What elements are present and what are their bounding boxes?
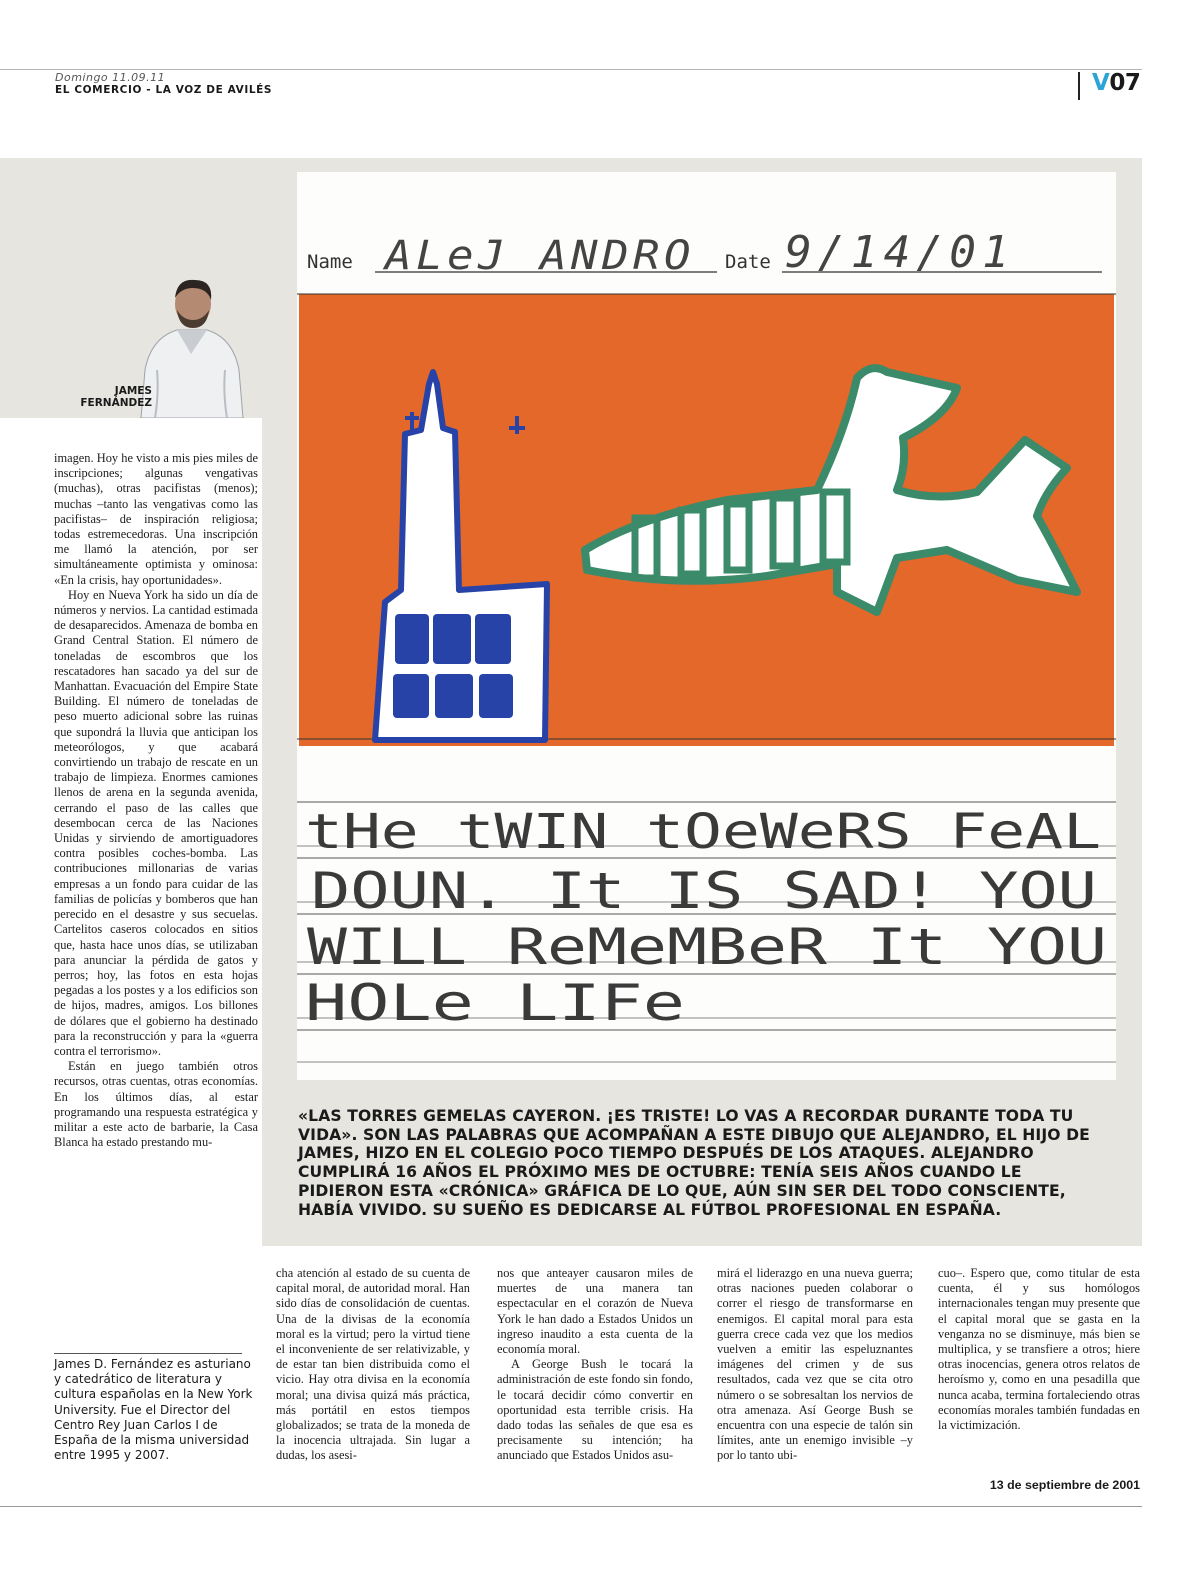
header-rule [0, 69, 1142, 70]
page-number-digits: 07 [1109, 70, 1141, 96]
author-bio: James D. Fernández es asturiano y catedrático de literatura y cultura españolas en la New York University. Fue el Director del Centro Rey Juan Carlos I de España de la misma universidad entre 1995 y 2007. [54, 1357, 253, 1463]
author-name-line2: FERNÁNDEZ [80, 397, 152, 409]
handwriting-line-2: DOUN. It IS SAD! YOU [311, 862, 1097, 920]
article-column-2 [276, 1266, 470, 1464]
article-column-4 [717, 1266, 913, 1464]
author-name [52, 385, 152, 409]
paragraph: nos que anteayer causaron miles de muertes de una manera tan espectacular en el corazón de Nueva York le han dado a Estados Unidos un ingreso inaudito a esta cuenta de la economía moral. [497, 1266, 693, 1357]
paragraph: cha atención al estado de su cuenta de capital moral, de autoridad moral. Han sido días de consolidación de cuentas. Una de la divisas de la economía moral es la virtud; pero la virtud tiene el inconveniente de ser relativizable, y de estar tan bien distribuida como el vicio. Hay otra divisa en la economía moral; una divisa quizá más práctica, más portátil en estos tiempos globalizados; se trata de la moneda de la inocencia ultrajada. Sin lugar a dudas, los asesi- [276, 1266, 470, 1463]
date-handwriting: 9/14/01 [785, 227, 1015, 278]
paragraph: A George Bush le tocará la administración de este fondo sin fondo, le tocará decidir cómo convertir en oportunidad esta terrible crisis. Ha dado todas las señales de que esa es precisamente su intención; ha anunciado que Estados Unidos asu- [497, 1357, 693, 1463]
paragraph: cuo–. Espero que, como titular de esta cuenta, él y sus homólogos internacionales tengan muy presente que el capital moral que se gasta en la venganza no se disminuye, más bien se multiplica, y se transfiere a otros; hiere otras inocencias, genera otros relatos de heroísmo y, como en una pesadilla que nunca acaba, termina fortaleciendo otras economías morales también fundadas en la victimización. [938, 1266, 1140, 1433]
paragraph: Hoy en Nueva York ha sido un día de números y nervios. La cantidad estimada de desaparecidos. Amenaza de bomba en Grand Central Station. El número de toneladas de escombros que los rescatadores han sacado ya del sur de Manhattan. Evacuación del Empire State Building. El número de toneladas de peso muerto adicional sobre las ruinas que supondrá la lluvia que anticipan los meteorólogos, y que acabará convirtiendo un trabajo de rescate en un trabajo de limpieza. Enormes camiones llenos de arena en la segunda avenida, cerrando el paso de las calles que desembocan cerca de las Naciones Unidas y sirviendo de amortiguadores contra posibles coches-bomba. Las contribuciones millonarias de varias empresas a un fondo para cuidar de las familias de policías y bomberos que han perecido en el desastre y sus secuelas. Cartelitos caseros colocados en sitios que, hasta hace unos días, se utilizaban para anunciar la pérdida de gatos y perros; hoy, las fotos en esta hojas pegadas a los postes y a los edificios son de hijos, madres, amigos. Los billones de dólares que el gobierno ha destinado para la reconstrucción y para la «guerra contra el terrorismo». [54, 587, 258, 1058]
handwriting-line-4: HOLe LIFe [305, 974, 685, 1032]
paragraph: mirá el liderazgo en una nueva guerra; otras naciones pueden colaborar o correr el riesgo de transformarse en enemigos. El capital moral para esta guerra crece cada vez que los medios vuelven a emitir las espeluznantes imágenes del crimen y de sus resultados, cada vez que se cita otro número o se sobresaltan los nervios de otra amenaza. Así George Bush se encuentra con una especie de talón sin límites, ante un enemigo invisible –y por lo tanto ubi- [717, 1266, 913, 1463]
handwriting-line-1: tHe tWIN tOeWeRS FeAL [305, 804, 1101, 860]
name-label: Name [307, 251, 353, 273]
author-name-line1: JAMES [114, 385, 152, 397]
section-letter: V [1092, 70, 1110, 96]
header-paper-name: EL COMERCIO - LA VOZ DE AVILÉS [55, 84, 273, 96]
page-number [1092, 70, 1140, 96]
article-dateline: 13 de septiembre de 2001 [989, 1478, 1140, 1492]
article-column-5 [938, 1266, 1140, 1433]
drawing-caption: «LAS TORRES GEMELAS CAYERON. ¡ES TRISTE! LO VAS A RECORDAR DURANTE TODA TU VIDA». SON LAS PALABRAS QUE ACOMPAÑAN A ESTE DIBUJO QUE ALEJANDRO, EL HIJO DE JAMES, HIZO EN EL COLEGIO POCO TIEMPO DESPUÉS DE LOS ATAQUES. ALEJANDRO CUMPLIRÁ 16 AÑOS EL PRÓXIMO MES DE OCTUBRE: TENÍA SEIS AÑOS CUANDO LE PIDIERON ESTA «CRÓNICA» GRÁFICA DE LO QUE, AÚN SIN SER DEL TODO CONSCIENTE, HABÍA VIVIDO. SU SUEÑO ES DEDICARSE AL FÚTBOL PROFESIONAL EN ESPAÑA. [298, 1107, 1090, 1219]
child-drawing [297, 172, 1116, 1080]
paragraph: Están en juego también otros recursos, otras cuentas, otras economías. En los últimos días, al estar programando una respuesta estratégica y militar a este acto de barbarie, la Casa Blanca ha estado prestando mu- [54, 1059, 258, 1150]
article-column-1 [54, 451, 258, 1150]
footer-rule [0, 1506, 1142, 1507]
drawing-canvas [297, 172, 1116, 1080]
bio-rule [54, 1353, 242, 1354]
header-date: Domingo 11.09.11 [55, 71, 166, 84]
header-divider [1078, 72, 1080, 100]
paragraph: imagen. Hoy he visto a mis pies miles de inscripciones; algunas vengativas (muchas), otras pacifistas (menos); muchas –tanto las vengativas como las pacifistas– de inspiración religiosa; todas estremecedoras. Una inscripción me llamó la atención, por ser simultáneamente optimista y ominosa: «En la crisis, hay oportunidades». [54, 451, 258, 587]
handwriting-line-3: WILL ReMeMBeR It YOU [307, 918, 1107, 976]
name-handwriting: ALeJ ANDRO [381, 233, 695, 279]
date-label: Date [725, 251, 771, 273]
article-column-3 [497, 1266, 693, 1464]
author-photo [137, 274, 245, 418]
